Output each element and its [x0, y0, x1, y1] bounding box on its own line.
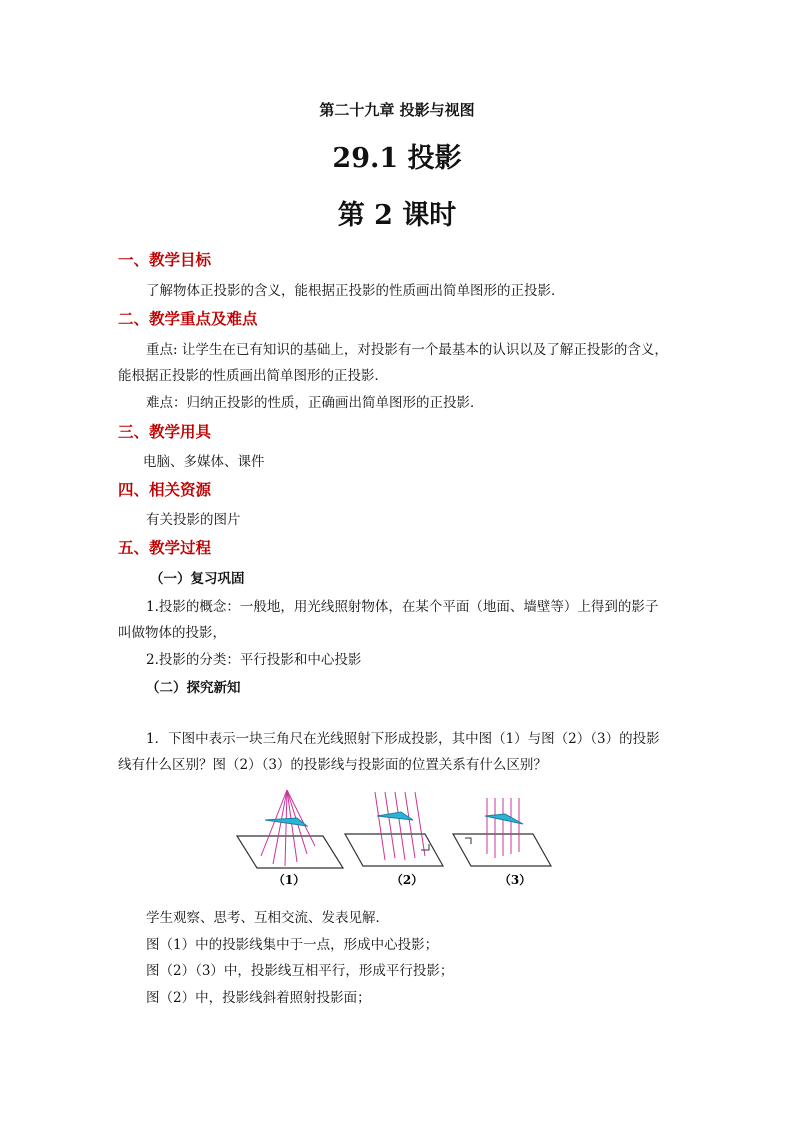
answer-3: 图（2）（3）中，投影线互相平行，形成平行投影；	[146, 963, 454, 979]
figure-2-rays	[375, 792, 425, 860]
heading-objectives: 一、教学目标	[118, 250, 212, 269]
heading-resources: 四、相关资源	[118, 480, 212, 499]
projection-figure	[235, 788, 555, 893]
figure-1-central-projection	[237, 790, 343, 887]
figure-1-rays	[261, 790, 315, 866]
figure-3-rays	[487, 798, 519, 858]
answer-4: 图（2）中，投影线斜着照射投影面；	[146, 990, 371, 1006]
answer-1: 学生观察、思考、互相交流、发表见解．	[146, 910, 389, 926]
difficulty-text: 难点：归纳正投影的性质，正确画出简单图形的正投影．	[146, 395, 484, 411]
answer-2: 图（1）中的投影线集中于一点，形成中心投影；	[146, 937, 439, 953]
review-1-line1: 1.投影的概念：一般地，用光线照射物体，在某个平面（地面、墙壁等）上得到的影子	[146, 599, 659, 615]
key-points-line2: 能根据正投影的性质画出简单图形的正投影．	[118, 368, 388, 384]
objectives-text: 了解物体正投影的含义，能根据正投影的性质画出简单图形的正投影．	[146, 283, 565, 299]
resources-text: 有关投影的图片	[146, 512, 241, 528]
question-1-line2: 线有什么区别？图（2）（3）的投影线与投影面的位置关系有什么区别？	[118, 757, 547, 773]
figure-1-label: （1）	[272, 873, 306, 887]
key-points-line1: 重点: 让学生在已有知识的基础上，对投影有一个最基本的认识以及了解正投影的含义，	[146, 342, 668, 358]
figure-3-label: （3）	[498, 873, 532, 887]
figure-2-triangle	[377, 812, 413, 820]
tools-text: 电脑、多媒体、课件	[143, 454, 265, 470]
heading-tools: 三、教学用具	[118, 422, 212, 441]
lesson-title: 第 2 课时	[337, 200, 457, 231]
review-1-line2: 叫做物体的投影，	[118, 625, 226, 641]
figure-3-triangle	[485, 814, 523, 824]
review-2: 2.投影的分类：平行投影和中心投影	[146, 652, 362, 668]
figure-2-label: （2）	[390, 873, 424, 887]
heading-key-points: 二、教学重点及难点	[118, 309, 258, 328]
question-1-line1: 1．下图中表示一块三角尺在光线照射下形成投影，其中图（1）与图（2）（3）的投影	[146, 731, 660, 747]
chapter-title: 第二十九章 投影与视图	[319, 101, 475, 119]
figure-2-oblique-projection	[345, 792, 443, 887]
explore-title: （二）探究新知	[146, 680, 241, 696]
heading-process: 五、教学过程	[118, 538, 212, 557]
section-title: 29.1 投影	[332, 143, 462, 174]
review-title: （一）复习巩固	[150, 571, 245, 587]
figure-3-orthographic-projection	[453, 798, 551, 887]
